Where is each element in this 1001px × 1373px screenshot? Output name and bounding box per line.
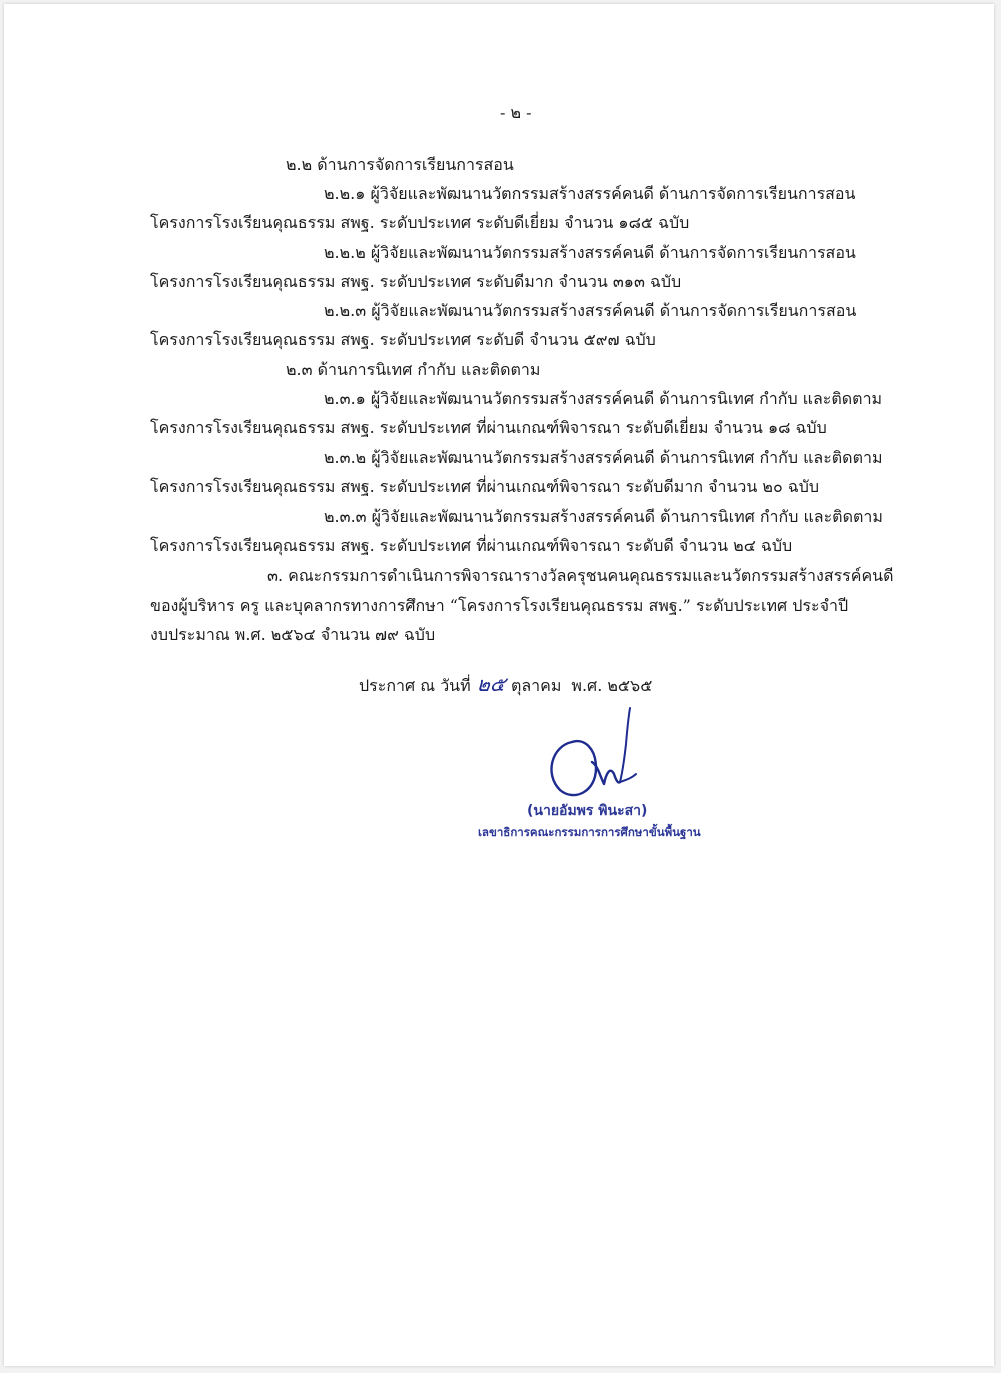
section-3-cont: ของผู้บริหาร ครู และบุคลากรทางการศึกษา “โครงการโรงเรียนคุณธรรม สพฐ.” ระดับประเทศ ประจำปี xyxy=(150,596,849,615)
item-2-3-1: ๒.๓.๑ ผู้วิจัยและพัฒนานวัตกรรมสร้างสรรค์คนดี ด้านการนิเทศ กำกับ และติดตาม xyxy=(324,389,883,408)
announcement-month: ตุลาคม xyxy=(510,676,562,695)
signatory-title: เลขาธิการคณะกรรมการการศึกษาขั้นพื้นฐาน xyxy=(478,825,701,839)
page-number: - ๒ - xyxy=(500,103,532,122)
announcement-date xyxy=(359,672,652,698)
item-2-3-1-cont: โครงการโรงเรียนคุณธรรม สพฐ. ระดับประเทศ ที่ผ่านเกณฑ์พิจารณา ระดับดีเยี่ยม จำนวน ๑๘ ฉบับ xyxy=(150,418,827,437)
item-2-2-1: ๒.๒.๑ ผู้วิจัยและพัฒนานวัตกรรมสร้างสรรค์คนดี ด้านการจัดการเรียนการสอน xyxy=(324,184,856,203)
item-2-2-3-cont: โครงการโรงเรียนคุณธรรม สพฐ. ระดับประเทศ ระดับดี จำนวน ๕๙๗ ฉบับ xyxy=(150,330,656,349)
section-3: ๓. คณะกรรมการดำเนินการพิจารณารางวัลครุชนคนคุณธรรมและนวัตกรรมสร้างสรรค์คนดี xyxy=(267,566,894,585)
item-2-2-1-cont: โครงการโรงเรียนคุณธรรม สพฐ. ระดับประเทศ ระดับดีเยี่ยม จำนวน ๑๘๕ ฉบับ xyxy=(150,213,690,232)
item-2-2-2-cont: โครงการโรงเรียนคุณธรรม สพฐ. ระดับประเทศ ระดับดีมาก จำนวน ๓๑๓ ฉบับ xyxy=(150,272,682,291)
announcement-prefix: ประกาศ ณ วันที่ xyxy=(359,676,471,695)
signature-image xyxy=(534,704,654,804)
announcement-year: พ.ศ. ๒๕๖๕ xyxy=(571,676,653,695)
item-2-2-3: ๒.๒.๓ ผู้วิจัยและพัฒนานวัตกรรมสร้างสรรค์คนดี ด้านการจัดการเรียนการสอน xyxy=(324,301,857,320)
item-2-3-2: ๒.๓.๒ ผู้วิจัยและพัฒนานวัตกรรมสร้างสรรค์คนดี ด้านการนิเทศ กำกับ และติดตาม xyxy=(324,448,883,467)
document-page xyxy=(4,4,994,1366)
section-heading-2-3: ๒.๓ ด้านการนิเทศ กำกับ และติดตาม xyxy=(286,360,541,379)
item-2-3-2-cont: โครงการโรงเรียนคุณธรรม สพฐ. ระดับประเทศ ที่ผ่านเกณฑ์พิจารณา ระดับดีมาก จำนวน ๒๐ ฉบับ xyxy=(150,477,820,496)
item-2-3-3: ๒.๓.๓ ผู้วิจัยและพัฒนานวัตกรรมสร้างสรรค์คนดี ด้านการนิเทศ กำกับ และติดตาม xyxy=(324,507,883,526)
section-heading-2-2: ๒.๒ ด้านการจัดการเรียนการสอน xyxy=(286,155,514,174)
section-3-cont-2: งบประมาณ พ.ศ. ๒๕๖๔ จำนวน ๗๙ ฉบับ xyxy=(150,625,436,644)
item-2-2-2: ๒.๒.๒ ผู้วิจัยและพัฒนานวัตกรรมสร้างสรรค์คนดี ด้านการจัดการเรียนการสอน xyxy=(324,243,856,262)
item-2-3-3-cont: โครงการโรงเรียนคุณธรรม สพฐ. ระดับประเทศ ที่ผ่านเกณฑ์พิจารณา ระดับดี จำนวน ๒๔ ฉบับ xyxy=(150,536,793,555)
signatory-name: (นายอัมพร พินะสา) xyxy=(527,803,648,819)
handwritten-day: ๒๕ xyxy=(474,672,507,696)
